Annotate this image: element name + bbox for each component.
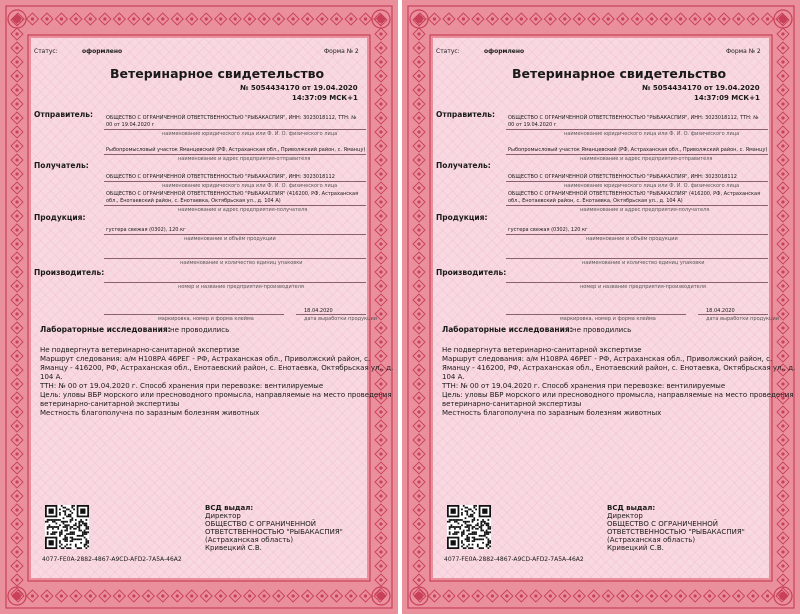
status-value: оформлено bbox=[82, 48, 123, 55]
divider bbox=[506, 314, 686, 315]
product-label: Продукция: bbox=[34, 213, 86, 222]
caption-date: дата выработки продукции bbox=[304, 316, 377, 322]
divider bbox=[104, 181, 366, 182]
caption-legal-2: наименование юридического лица или Ф. И. О. физического лица bbox=[162, 183, 338, 189]
sender-line-1: ОБЩЕСТВО С ОГРАНИЧЕННОЙ ОТВЕТСТВЕННОСТЬЮ "РЫБАКАСПИЯ", ИНН: 3023018112, ТТН: № bbox=[508, 115, 759, 121]
divider bbox=[104, 154, 366, 155]
caption-marking: маркировка, номер и форма клейма bbox=[158, 316, 254, 322]
sender-line-2: 00 от 19.04.2020 г bbox=[106, 122, 155, 128]
divider bbox=[506, 129, 768, 130]
divider bbox=[506, 181, 768, 182]
sender-line-2: 00 от 19.04.2020 г bbox=[508, 122, 557, 128]
caption-marking: маркировка, номер и форма клейма bbox=[560, 316, 656, 322]
note-line: 104 А. bbox=[40, 373, 63, 381]
status-label: Статус: bbox=[436, 48, 460, 55]
divider bbox=[506, 205, 768, 206]
note-line: Цель: уловы ВБР морского или пресноводного промысла, направляемые на место проведения bbox=[40, 391, 392, 399]
divider bbox=[296, 314, 366, 315]
document-uuid: 4077-FE0A-2882-4867-A9CD-AFD2-7A5A-46A2 bbox=[444, 556, 584, 563]
issued-label: ВСД выдал: bbox=[205, 504, 254, 512]
status-label: Статус: bbox=[34, 48, 58, 55]
product-label: Продукция: bbox=[436, 213, 488, 222]
caption-legal-2: наименование юридического лица или Ф. И. О. физического лица bbox=[564, 183, 740, 189]
product-value: густера свежая (0302), 120 кг bbox=[508, 227, 588, 233]
note-line: Местность благополучна по заразным болезням животных bbox=[442, 409, 662, 417]
certificate-time: 14:37:09 МСК+1 bbox=[694, 94, 760, 102]
note-line: ТТН: № 00 от 19.04.2020 г. Способ хранения при перевозке: вентилируемые bbox=[442, 382, 726, 390]
caption-producer: номер и название предприятия-производителя bbox=[178, 284, 304, 290]
recipient-line-1: ОБЩЕСТВО С ОГРАНИЧЕННОЙ ОТВЕТСТВЕННОСТЬЮ "РЫБАКАСПИЯ", ИНН: 3023018112 bbox=[106, 174, 335, 180]
lab-label: Лабораторные исследования: bbox=[442, 325, 573, 334]
note-line: Не подвергнута ветеринарно-санитарной экспертизе bbox=[40, 346, 240, 354]
certificate-number: № 5054434170 от 19.04.2020 bbox=[642, 84, 760, 92]
note-line: Местность благополучна по заразным болезням животных bbox=[40, 409, 260, 417]
certificate-left bbox=[0, 0, 398, 614]
caption-product: наименование и объём продукции bbox=[586, 236, 678, 242]
divider bbox=[104, 205, 366, 206]
caption-legal: наименование юридического лица или Ф. И. О. физического лица bbox=[564, 131, 740, 137]
recipient-place-1: ОБЩЕСТВО С ОГРАНИЧЕННОЙ ОТВЕТСТВЕННОСТЬЮ "РЫБАКАСПИЯ" (416200, РФ, Астраханская bbox=[508, 191, 761, 197]
document-title: Ветеринарное свидетельство bbox=[512, 66, 727, 81]
note-line: ТТН: № 00 от 19.04.2020 г. Способ хранения при перевозке: вентилируемые bbox=[40, 382, 324, 390]
caption-sender-place: наименование и адрес предприятия-отправителя bbox=[580, 156, 713, 162]
caption-product: наименование и объём продукции bbox=[184, 236, 276, 242]
certificate-right bbox=[402, 0, 800, 614]
divider bbox=[104, 282, 366, 283]
note-line: Не подвергнута ветеринарно-санитарной экспертизе bbox=[442, 346, 642, 354]
note-line: Яманцу - 416200, РФ, Астраханская обл., Енотаевский район, с. Енотаевка, Октябрьская ул., д. bbox=[40, 364, 394, 372]
divider bbox=[698, 314, 768, 315]
document-title: Ветеринарное свидетельство bbox=[110, 66, 325, 81]
note-line: 104 А. bbox=[442, 373, 465, 381]
issued-line: ОБЩЕСТВО С ОГРАНИЧЕННОЙ bbox=[607, 520, 718, 528]
issued-line: ОТВЕТСТВЕННОСТЬЮ "РЫБАКАСПИЯ" bbox=[607, 528, 745, 536]
sender-place: Рыбопромысловый участок Яманцевский (РФ, Астраханская обл., Приволжский район, с. Яманцу) bbox=[106, 147, 366, 153]
product-value: густера свежая (0302), 120 кг bbox=[106, 227, 186, 233]
note-line: ветеринарно-санитарной экспертизы bbox=[442, 400, 582, 408]
caption-date: дата выработки продукции bbox=[706, 316, 779, 322]
sender-label: Отправитель: bbox=[436, 110, 496, 119]
status-value: оформлено bbox=[484, 48, 525, 55]
divider bbox=[104, 314, 284, 315]
issued-line: ОТВЕТСТВЕННОСТЬЮ "РЫБАКАСПИЯ" bbox=[205, 528, 343, 536]
sender-label: Отправитель: bbox=[34, 110, 94, 119]
divider bbox=[506, 234, 768, 235]
qr-code-icon bbox=[447, 505, 491, 549]
caption-sender-place: наименование и адрес предприятия-отправителя bbox=[178, 156, 311, 162]
issued-label: ВСД выдал: bbox=[607, 504, 656, 512]
note-line: Яманцу - 416200, РФ, Астраханская обл., Енотаевский район, с. Енотаевка, Октябрьская ул., д. bbox=[442, 364, 796, 372]
recipient-label: Получатель: bbox=[436, 161, 491, 170]
issued-line: ОБЩЕСТВО С ОГРАНИЧЕННОЙ bbox=[205, 520, 316, 528]
recipient-line-1: ОБЩЕСТВО С ОГРАНИЧЕННОЙ ОТВЕТСТВЕННОСТЬЮ "РЫБАКАСПИЯ", ИНН: 3023018112 bbox=[508, 174, 737, 180]
issued-line: (Астраханская область) bbox=[607, 536, 696, 544]
recipient-place-2: обл., Енотаевский район, с. Енотаевка, Октябрьская ул., д. 104 А) bbox=[106, 198, 281, 204]
form-number: Форма № 2 bbox=[324, 48, 359, 55]
note-line: Маршрут следования: а/м Н108РА 46РЕГ - РФ, Астраханская обл., Приволжский район, с. bbox=[40, 355, 371, 363]
caption-producer: номер и название предприятия-производителя bbox=[580, 284, 706, 290]
recipient-place-1: ОБЩЕСТВО С ОГРАНИЧЕННОЙ ОТВЕТСТВЕННОСТЬЮ "РЫБАКАСПИЯ" (416200, РФ, Астраханская bbox=[106, 191, 359, 197]
issued-line: Директор bbox=[205, 512, 241, 520]
form-number: Форма № 2 bbox=[726, 48, 761, 55]
note-line: Цель: уловы ВБР морского или пресноводного промысла, направляемые на место проведения bbox=[442, 391, 794, 399]
certificate-time: 14:37:09 МСК+1 bbox=[292, 94, 358, 102]
divider bbox=[506, 258, 768, 259]
production-date: 18.04.2020 bbox=[304, 308, 333, 314]
sender-line-1: ОБЩЕСТВО С ОГРАНИЧЕННОЙ ОТВЕТСТВЕННОСТЬЮ "РЫБАКАСПИЯ", ИНН: 3023018112, ТТН: № bbox=[106, 115, 357, 121]
issued-line: Кривецкий С.В. bbox=[205, 544, 262, 552]
recipient-place-2: обл., Енотаевский район, с. Енотаевка, Октябрьская ул., д. 104 А) bbox=[508, 198, 683, 204]
issued-line: Кривецкий С.В. bbox=[607, 544, 664, 552]
lab-value: не проводились bbox=[572, 326, 632, 334]
sender-place: Рыбопромысловый участок Яманцевский (РФ, Астраханская обл., Приволжский район, с. Яманцу) bbox=[508, 147, 768, 153]
recipient-label: Получатель: bbox=[34, 161, 89, 170]
producer-label: Производитель: bbox=[436, 268, 507, 277]
certificate-number: № 5054434170 от 19.04.2020 bbox=[240, 84, 358, 92]
divider bbox=[104, 234, 366, 235]
caption-recipient-place: наименование и адрес предприятия-получателя bbox=[580, 207, 710, 213]
note-line: Маршрут следования: а/м Н108РА 46РЕГ - РФ, Астраханская обл., Приволжский район, с. bbox=[442, 355, 773, 363]
production-date: 18.04.2020 bbox=[706, 308, 735, 314]
divider bbox=[104, 258, 366, 259]
caption-recipient-place: наименование и адрес предприятия-получателя bbox=[178, 207, 308, 213]
producer-label: Производитель: bbox=[34, 268, 105, 277]
lab-label: Лабораторные исследования: bbox=[40, 325, 171, 334]
qr-code-icon bbox=[45, 505, 89, 549]
document-uuid: 4077-FE0A-2882-4867-A9CD-AFD2-7A5A-46A2 bbox=[42, 556, 182, 563]
caption-legal: наименование юридического лица или Ф. И. О. физического лица bbox=[162, 131, 338, 137]
divider bbox=[104, 129, 366, 130]
caption-package: наименование и количество единиц упаковки bbox=[180, 260, 303, 266]
issued-line: (Астраханская область) bbox=[205, 536, 294, 544]
issued-line: Директор bbox=[607, 512, 643, 520]
note-line: ветеринарно-санитарной экспертизы bbox=[40, 400, 180, 408]
caption-package: наименование и количество единиц упаковки bbox=[582, 260, 705, 266]
lab-value: не проводились bbox=[170, 326, 230, 334]
divider bbox=[506, 154, 768, 155]
divider bbox=[506, 282, 768, 283]
